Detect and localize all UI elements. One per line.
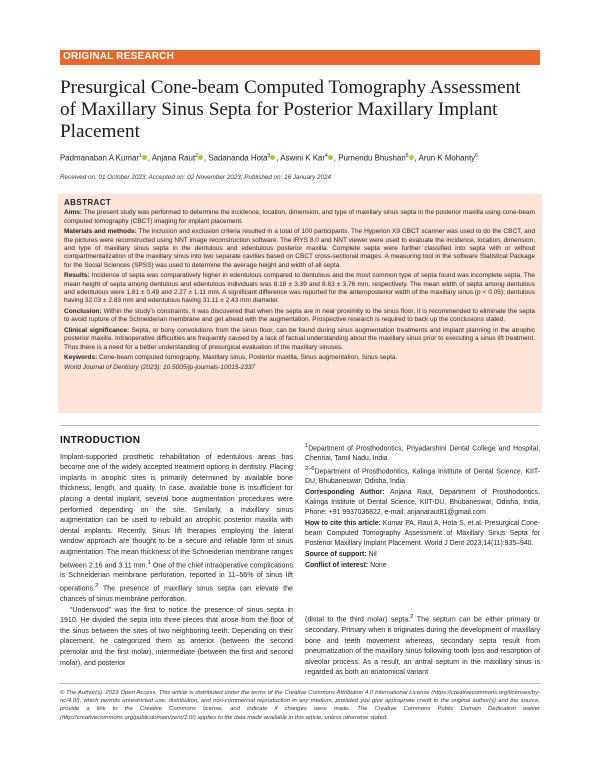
- abstract-text: Cone-beam computed tomography, Maxillary sinus, Posterior maxilla, Sinus augmentation, Sinus septa.: [99, 353, 398, 361]
- author-name[interactable]: Anjana Raut: [151, 153, 196, 163]
- intro-paragraph-1: [60, 452, 293, 605]
- field-text: Anjana Raut, Department of Prosthodontics, Kalinga Institute of Dental Science, KIIT-DU, Bhubaneswar, Odisha, India, Phone: +91 9937036822, e-mail: anjanaraut81@gmail.com: [305, 489, 540, 517]
- field-label: Corresponding Author:: [305, 489, 385, 497]
- abstract-text: Incidence of septa was comparatively higher in edentulous compared to dentulous and the most common type of septa found was incomplete septa. The mean height of septa among dentulous and edentulous individuals was 8.18 ± 3.39 and 8.63 ± 3.76 mm, respectively. The mean width of septa among dentulous and edentulous were 1.81 ± 0.49 and 2.27 ± 1.11 mm. A significant difference was reported for the anteroposterior width of the maxillary sinus (p < 0.05); dentulous having 32.03 ± 2.83 mm and edentulous having 31.11 ± 2.43 mm diameter.: [64, 272, 535, 305]
- orcid-icon[interactable]: [198, 155, 203, 160]
- abstract-methods: [64, 228, 535, 270]
- abstract-results: [64, 272, 535, 306]
- affiliation-1: [305, 442, 540, 464]
- conflict-of-interest: [305, 561, 540, 571]
- abstract-text: The inclusion and exclusion criteria resulted in a total of 100 participants. The Hyperion X9 CBCT scanner was used to do the CBCT, and the pictures were reconstructed using NNT image reconstruction software. The iRYS 8.0 and NNT viewer were used to evaluate the incidence, location, dimension, and type of maxillary sinus septa in the dentulous and edentulous posterior maxilla. Complete septa were further classified into septa with or without compartmentalization of the maxillary sinus into two separate cavities based on CBCT cross-sectional images. A measuring tool in the software Statistical Package for the Social Sciences (SPSS) was used to determine the average height and width of all septa.: [64, 228, 535, 269]
- author-name[interactable]: Padmanaban A Kumar: [60, 153, 139, 163]
- affiliations: [305, 442, 540, 571]
- license-notice: © The Author(s). 2023 Open Access. This article is distributed under the terms of the Creative Commons Attribution 4.0 International License (https://creativecommons.org/licenses/by-nc/4.0/), which permits unrestricted use, distribution, and non-commercial reproduction in any medium, provided you give appropriate credit to the original author(s) and the source, provide a link to the Creative Commons license, and indicate if changes were made. The Creative Commons Public Domain Dedication waiver (http://creativecommons.org/publicdomain/zero/1.0/) applies to the data made available in this article, unless otherwise stated.: [60, 690, 540, 721]
- article-type-banner: [60, 50, 540, 65]
- intro-paragraph-3: [305, 612, 540, 678]
- author-sup: 6: [475, 153, 478, 159]
- abstract-box: [58, 194, 542, 413]
- abstract-text: Within the study’s constraints, it was discovered that when the septa are in near proximity to the sinus floor, it is recommended to eliminate the septa to avoid rupture of the Schneiderian membrane and get ahead with the augmentation. Prospective research is required to back up the conclusions stated.: [64, 307, 535, 324]
- field-text: Kumar PA, Raut A, Hota S, et al. Presurgical Cone-beam Computed Tomography Assessment of Maxillary Sinus Septa for Posterior Maxillary Implant Placement. World J Dent 2023;14(11):935–940.: [305, 519, 540, 547]
- orcid-icon[interactable]: [267, 153, 275, 160]
- article-title: Presurgical Cone-beam Computed Tomography Assessment of Maxillary Sinus Septa for Posterior Maxillary Implant Placement: [60, 77, 521, 142]
- abstract-keywords: [64, 354, 535, 362]
- body-text: The septum can be either primary or secondary. Primary when it originates during the development of maxillary bone and teeth movement whereas, secondary septa result from pneumatization of the maxillary sinus following tooth loss and resorption of alveolar process. As a result, an antral septum in the maxillary sinus is regarded as both an anatomical variant: [305, 615, 540, 677]
- author-sup: 3: [267, 153, 271, 159]
- intro-continued: [305, 612, 540, 678]
- author-name[interactable]: Purnendu Bhushan: [338, 153, 406, 163]
- abstract-label: Clinical significance:: [64, 326, 130, 334]
- author-sup: 5: [405, 153, 409, 159]
- reference-link[interactable]: 1: [147, 559, 151, 566]
- intro-column: [60, 436, 293, 668]
- intro-paragraph-2: “Underwood” was the first to notice the presence of sinus septa in 1910. He divided the septa into three pieces that arose from the floor of the sinus between the sites of two neighboring teeth. Depending on their placement, he categorized them as anterior (between the second premolar and the first molar), intermediate (between the first and second molar), and posterior: [60, 605, 293, 667]
- abstract-heading: ABSTRACT: [64, 198, 112, 207]
- affiliation-2: [305, 465, 540, 487]
- article-type-label: ORIGINAL RESEARCH: [63, 51, 175, 62]
- body-text: The presence of maxillary sinus septa can elevate the chances of sinus membrane perforation.: [60, 584, 293, 604]
- author-sup: 2: [195, 153, 198, 159]
- affiliation-sup: 1: [305, 443, 309, 449]
- author-list: Padmanaban A Kumar$^1$ , Anjana Raut$^2$ , Sadananda Hota$^3$ , Aswini K Kar$^4$ , Purnendu Bhushan$^5$ , Arun K Mohanty$^6$: [60, 153, 478, 163]
- author-name[interactable]: Arun K Mohanty: [418, 153, 476, 163]
- author-name[interactable]: Sadananda Hota: [208, 153, 268, 163]
- affiliation-text: Department of Prosthodontics, Kalinga Institute of Dental Science, KIIT-DU, Bhubaneswar, Odisha, India: [305, 468, 540, 486]
- abstract-text: Septa, or bony convolutions from the sinus floor, can be found during sinus augmentation treatments and implant planning in the atrophic posterior maxilla. Intraoperative difficulties are frequently caused by a lack of factual understanding about the maxillary sinus prior to executing a sinus lift treatment. Thus there is a need for a better understanding of presurgical evaluation of the maxillary sinuses.: [64, 326, 535, 351]
- abstract-label: Materials and methods:: [64, 228, 137, 236]
- orcid-icon[interactable]: [142, 155, 147, 160]
- field-text: None: [370, 561, 387, 569]
- author-name[interactable]: Aswini K Kar: [280, 153, 326, 163]
- author-sup: 4: [325, 153, 328, 159]
- abstract-clinical: [64, 327, 535, 352]
- orcid-icon[interactable]: [409, 155, 414, 160]
- abstract-text: The present study was performed to determine the incidence, location, dimension, and type of maxillary sinus septa in the posterior maxilla using cone-beam computed tomography (CBCT) imaging for implant placement.: [64, 209, 535, 225]
- corresponding-author: [305, 488, 540, 518]
- doi-link[interactable]: World Journal of Dentistry (2023): 10.5005/jp-journals-10015-2337: [64, 364, 256, 372]
- reference-link[interactable]: 2: [410, 614, 414, 620]
- author-sup: 1: [138, 153, 142, 159]
- section-heading: INTRODUCTION: [60, 435, 141, 446]
- abstract-label: Aims:: [64, 209, 83, 217]
- abstract-label: Results:: [64, 272, 90, 280]
- field-label: How to cite this article:: [305, 519, 381, 527]
- affiliation-text: Department of Prosthodontics, Priyadarshini Dental College and Hospital, Chennai, Tamil Nadu, India: [305, 445, 540, 463]
- field-label: Source of support:: [305, 550, 367, 558]
- orcid-icon[interactable]: [328, 155, 333, 160]
- divider: [60, 683, 540, 684]
- body-text: Implant-supported prosthetic rehabilitation of edentulous areas has become one of the widely accepted treatment options in dentistry. Placing implants in atrophic sites is primarily determined by available bone thickness, length, and quality. In case, available bone is insufficient for placing a dental implant, several bone augmentation procedures were performed depending on the site. Similarly, a maxillary sinus augmentation can be used to rebuild an atrophic posterior maxilla with dental implants. Recently, Sinus lift therapies employing the lateral window approach are thought to be a secure and reliable form of sinus augmentation. The mean thickness of the Schneiderian membrane ranges between 2.16 and 3.11 mm.: [60, 452, 293, 569]
- body-text: (distal to the third molar) septa.: [305, 615, 411, 624]
- field-text: Nil: [368, 550, 377, 558]
- how-to-cite: [305, 519, 540, 549]
- body-text: One of the chief intraoperative complications is Schneiderian membrane perforation, reported in 11–56% of sinus lift operations.: [60, 560, 293, 593]
- abstract-conclusion: [64, 308, 535, 325]
- abstract-aims: [64, 209, 535, 226]
- abstract-label: Conclusion:: [64, 307, 102, 315]
- field-label: Conflict of interest:: [305, 561, 369, 569]
- publication-dates: Received on: 01 October 2023; Accepted on: 02 November 2023; Published on: 16 January 2024: [60, 174, 332, 181]
- affiliation-sup: 2–6: [305, 466, 315, 473]
- reference-link[interactable]: 2: [95, 583, 99, 590]
- source-of-support: [305, 550, 540, 560]
- journal-citation: [64, 364, 535, 372]
- divider: [60, 425, 540, 426]
- abstract-label: Keywords:: [64, 353, 98, 361]
